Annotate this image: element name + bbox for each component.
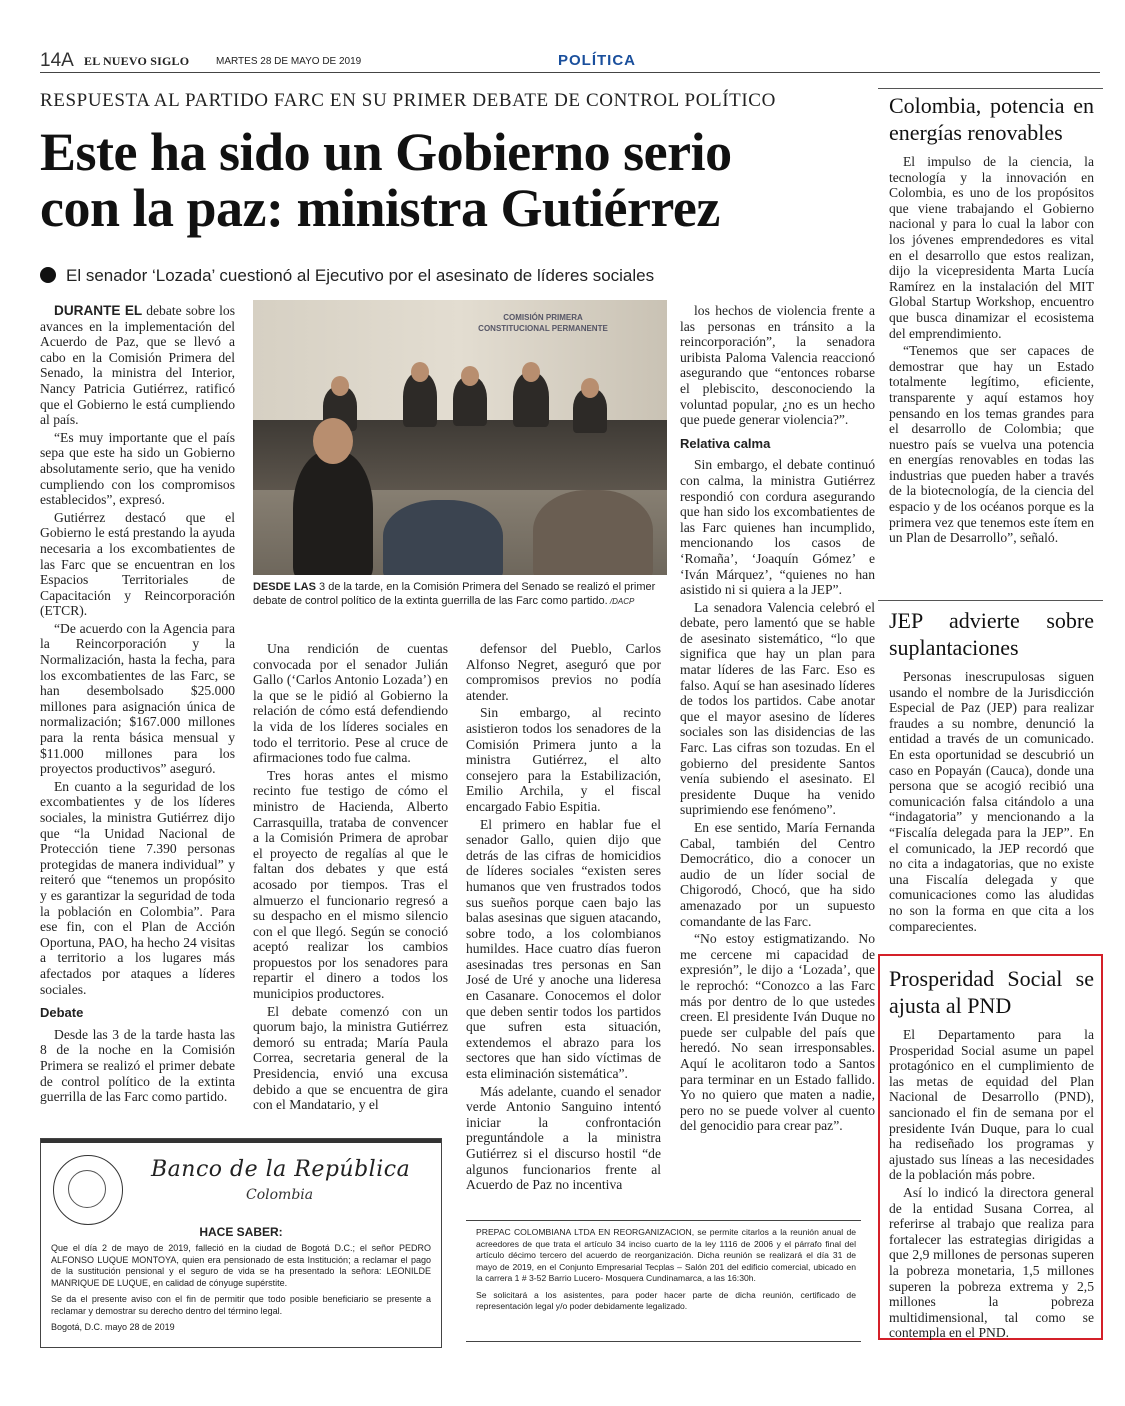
story-column-1 [40, 303, 235, 1107]
newspaper-name: EL NUEVO SIGLO [84, 54, 190, 68]
bank-seal-icon [53, 1155, 123, 1225]
page-folio [40, 50, 1100, 73]
story-column-3 [466, 641, 661, 1195]
paragraph: los hechos de violencia frente a las personas en tránsito a la reincorporación”, la senadora uribista Paloma Valencia reaccionó asegurando que “entonces robarse el plebiscito, desconociendo la voluntad popular, ¿no es un hecho que puede generar violencia?”. [680, 303, 875, 428]
person-face [522, 362, 540, 382]
paragraph: El debate comenzó con un quorum bajo, la ministra Gutiérrez demoró su entrada; María Paula Correa, secretaria general de la Presidencia, envió una excusa debido a que se encuentra de gira con el Mandatario, y el [253, 1003, 448, 1113]
paragraph: Una rendición de cuentas convocada por el senador Julián Gallo (‘Carlos Antonio Lozada’) en la que se le pidió al Gobierno la relación de cómo está defendiendo la vida de los líderes sociales en todo el territorio. Pese al cruce de afirmaciones todo fue calma. [253, 641, 448, 766]
photo-caption [253, 580, 667, 609]
story-column-2 [253, 641, 448, 1115]
paragraph: Así lo indicó la directora general de la entidad Susana Correa, al referirse al trabajo que realiza para fortalecer las estrategias dirigidas a que 2,9 millones de personas superen la pobreza monetaria, 1,5 millones superen la pobreza extrema y 2,5 millones la pobreza multidimensional, tal como se contempla en el PND. [889, 1184, 1094, 1341]
headline-line-2: con la paz: ministra Gutiérrez [40, 178, 720, 238]
page-number: 14A [40, 50, 74, 71]
caption-text: 3 de la tarde, en la Comisión Primera del Senado se realizó el primer debate de control político de la extinta guerrilla de las Farc como partido. [253, 581, 656, 607]
notice-rule [41, 1139, 441, 1143]
paragraph: Que el día 2 de mayo de 2019, falleció en la ciudad de Bogotá D.C.; el señor PEDRO ALFONSO LUQUE MONTOYA, quien era pensionado de esta Institución; a reclamar el pago de la sustitución pensional y el seguro de vida se ha presentado la señora: LEONILDE MANRIQUE DE LUQUE, en calidad de cónyuge supérstite. [51, 1243, 431, 1288]
story-kicker: RESPUESTA AL PARTIDO FARC EN SU PRIMER DEBATE DE CONTROL POLÍTICO [40, 90, 776, 111]
story-deck [40, 266, 860, 286]
paragraph: debate sobre los avances en la implementación del Acuerdo de Paz, que se llevó a cabo en la Comisión Primera del Senado, la ministra del Interior, Nancy Patricia Gutiérrez, ratificó que el Gobierno le está cumpliendo al país. [40, 303, 235, 428]
paragraph: Se solicitará a los asistentes, para poder hacer parte de dicha reunión, certificado de representación legal y/o poder debidamente legalizado. [476, 1289, 856, 1311]
deck-text: El senador ‘Lozada’ cuestionó al Ejecutivo por el asesinato de líderes sociales [66, 266, 655, 285]
person-figure [533, 490, 653, 575]
lead-in: DURANTE EL [54, 303, 143, 318]
paragraph: Más adelante, cuando el senador verde Antonio Sanguino intentó iniciar la confrontación preguntándole a la ministra Gutiérrez si el discurso hostil “de algunos funcionarios frente al Acuerdo de Paz no incentiva [466, 1083, 661, 1193]
section-label: POLÍTICA [558, 52, 636, 69]
person-figure [383, 500, 503, 575]
bullet-icon [40, 267, 56, 283]
photo-sign: COMISIÓN PRIMERA CONSTITUCIONAL PERMANENTE [478, 313, 608, 333]
paragraph: Tres horas antes el mismo recinto fue testigo de cómo el ministro de Hacienda, Alberto Carrasquilla, trataba de convencer a la Comisión Primera de aprobar el proyecto de regalías al que le faltan dos debates y que está acosado por tiempos. Tras el almuerzo el funcionario regresó a su despacho en el mismo silencio con el que llegó. Según se conoció aceptó realizar los cambios propuestos por los senadores para repartir el dinero a todos los municipios productores. [253, 767, 448, 1002]
subhead-debate: Debate [40, 1005, 84, 1021]
person-face [411, 362, 429, 382]
story-photo [253, 300, 667, 575]
paragraph: En ese sentido, María Fernanda Cabal, también del Centro Democrático, dio a conocer un audio de un líder social de Chigorodó, Chocó, que ha sido amenazado por un supuesto comandante de las Farc. [680, 820, 875, 929]
sidebar-rule [878, 88, 1103, 89]
person-figure [293, 450, 373, 575]
sidebar-rule [878, 600, 1103, 601]
legal-notice-banco [40, 1138, 442, 1348]
notice-body [476, 1227, 856, 1318]
person-face [313, 418, 353, 464]
bank-country: Colombia [246, 1187, 314, 1203]
paragraph: El primero en hablar fue el senador Gallo, quien dijo que detrás de las cifras de homicidios de líderes sociales “existen seres humanos que ven frustrados todos sus sueños porque caen bajo las balas asesinas que siguen atacando, sobre todo, a los colombianos humildes. Hace cuatro días fueron asesinadas tres personas en San José de Uré y anoche una lideresa en Casanare. Conocemos el dolor que deben sentir todos los partidos que sufren esta situación, extendemos el abrazo para los sectores que han sido víctimas de esta eliminación sistemática”. [466, 816, 661, 1082]
sidebar-story-1-title: Colombia, potencia en energías renovables [889, 93, 1094, 145]
person-face [461, 366, 479, 386]
paragraph: “Tenemos que ser capaces de demostrar que hay un Estado totalmente legítimo, eficiente, transparente y aquí estamos hoy pensando en los temas grandes para el desarrollo de Colombia; que nuestro país se vuelva una potencia en energías renovables en todas las industrias que pueden haber a través de la biotecnología, de la ciencia del espacio y de los océanos porque es la primera vez que tenemos este ítem en un Plan de Desarrollo”, señaló. [889, 343, 1094, 546]
paragraph: “De acuerdo con la Agencia para la Reincorporación y la Normalización, hasta la fecha, para los excombatientes de las Farc, se han desembolsado $25.000 millones para asignación única de normalización; $167.000 millones para la renta básica mensual y $11.000 millones para los proyectos productivos” aseguró. [40, 620, 235, 777]
notice-body [51, 1243, 431, 1339]
paragraph: Gutiérrez destacó que el Gobierno le está prestando la ayuda necesaria a los excombatientes de las Farc que se encuentran en los Espacios Territoriales de Capacitación y Reincorporación (ETCR). [40, 509, 235, 619]
issue-date: MARTES 28 DE MAYO DE 2019 [216, 56, 362, 67]
paragraph: Personas inescrupulosas siguen usando el nombre de la Jurisdicción Especial de Paz (JEP) para realizar fraudes a su nombre, denunció la entidad a través de un comunicado. En esta oportunidad se descubrió un caso en Popayán (Cauca), donde una persona que se acogió recibió una comunicación falsa citándolo a una “indagatoria” y mencionando a la “Fiscalía delegada para la JEP”. En el comunicado, la JEP recordó que no cita a indagatorias, que no existe una Fiscalía delegada y que comunicaciones como las aludidas no son la forma en que cita a los comparecientes. [889, 669, 1094, 934]
paragraph: PREPAC COLOMBIANA LTDA EN REORGANIZACION, se permite citarlos a la reunión anual de acreedores de que trata el artículo 34 inciso cuarto de la ley 1116 de 2006 y el párrafo final del artículo décimo tercero del acuerdo de reorganización. Dicha reunión se realizará el día 31 de mayo de 2019, en el Conjunto Empresarial Tecplas – Salón 201 del edificio comercial, ubicado en la carrera 1 # 3-52 Barrio Lucero- Mosquera Cundinamarca, a las 16:30h. [476, 1227, 856, 1283]
legal-notice-prepac [466, 1220, 861, 1342]
paragraph: “No estoy estigmatizando. No me cercene mi capacidad de expresión”, le dijo a ‘Lozada’, que le reprochó: “Conozco a las Farc más por dentro de lo que ustedes creen. El presidente Iván Duque no puede ser culpable del país que heredó. No sean irresponsables. Aquí le acolitaron todo a Santos para terminar en un Estado fallido. Yo no quiero que maten a nadie, pero no se puede volver al cuento del genocidio para crear paz”. [680, 931, 875, 1134]
paragraph: Se da el presente aviso con el fin de permitir que todo posible beneficiario se presente a reclamar y demostrar su derecho dentro del término legal. [51, 1294, 431, 1316]
paragraph: Sin embargo, al recinto asistieron todos los senadores de la Comisión Primera junto a la ministra Gutiérrez, el alto consejero para la Estabilización, Emilio Archila, y el fiscal encargado Fabio Espitia. [466, 705, 661, 814]
paragraph: El impulso de la ciencia, la tecnología y la innovación en Colombia, es uno de los propósitos que viene trabajando el Gobierno nacional y para lo cual la labor con los jóvenes emprendedores es vital en el desarrollo que estos realizan, dijo la vicepresidenta Marta Lucía Ramírez en la instalación del MIT Global Startup Workshop, encuentro que busca dinamizar el ecosistema del emprendimiento. [889, 154, 1094, 341]
seal-inner-ring [68, 1170, 106, 1208]
photo-credit: /DACP [607, 597, 635, 606]
story-column-4 [680, 303, 875, 1136]
story-headline [40, 124, 860, 236]
paragraph: La senadora Valencia celebró el debate, pero lamentó que se hable de asesinato sistemático, “lo que significa que hay un plan para matar líderes de las Farc. Eso es falso. Aquí se han asesinado líderes de todos los partidos. Cabe anotar que el mayor asesino de líderes sociales son las disidencias de las Farc. Las cifras son tozudas. En el gobierno del presidente Santos venía subiendo el asesinato. El presidente Duque ha venido suprimiendo ese fenómeno”. [680, 599, 875, 818]
notice-heading: HACE SABER: [199, 1225, 283, 1239]
person-face [581, 378, 599, 398]
paragraph: Sin embargo, el debate continuó con calma, la ministra Gutiérrez respondió con cordura asegurando que han sido los excombatientes de las Farc quienes han incumplido, mencionando los casos de ‘Romaña’, ‘Joaquín Gómez’ e ‘Iván Márquez’, “quienes no han asistido ni si quiera a la JEP”. [680, 457, 875, 598]
paragraph: “Es muy importante que el país sepa que este ha sido un Gobierno absolutamente serio, que ha venido cumpliendo con los compromisos establecidos”, expresó. [40, 429, 235, 508]
sidebar-story-2 [889, 607, 1094, 936]
bank-name: Banco de la República [151, 1157, 411, 1182]
subhead-relativa-calma: Relativa calma [680, 435, 771, 451]
paragraph: El Departamento para la Prosperidad Social asume un papel protagónico en el cumplimiento de las metas de equidad del Plan Nacional de Desarrollo (PND), sancionado el fin de semana por el presidente Iván Duque, para lo cual ha rediseñado los programas y ajustado sus líneas a las necesidades de la población más pobre. [889, 1027, 1094, 1183]
paragraph: Desde las 3 de la tarde hasta las 8 de la noche en la Comisión Primera se realizó el primer debate de control político de la extinta guerrilla de las Farc como partido. [40, 1026, 235, 1105]
sidebar-story-2-title: JEP advierte sobre suplantaciones [889, 608, 1094, 660]
paragraph: En cuanto a la seguridad de los excombatientes y de los líderes sociales, la ministra Gutiérrez dijo que “la Unidad Nacional de Protección tiene 7.390 personas protegidas de manera individual” y reiteró que “tenemos un propósito y es garantizar la seguridad de toda la población en Colombia”. Para ese fin, con el Plan de Acción Oportuna, PAO, ha hecho 24 visitas a territorio a los lugares más afectados por ataques a líderes sociales. [40, 778, 235, 997]
headline-line-1: Este ha sido un Gobierno serio [40, 122, 732, 182]
notice-date: Bogotá, D.C. mayo 28 de 2019 [51, 1322, 175, 1332]
sidebar-story-3 [889, 965, 1094, 1343]
paragraph: defensor del Pueblo, Carlos Alfonso Negret, aseguró que por compromisos previos no podía atender. [466, 641, 661, 703]
caption-lead: DESDE LAS [253, 581, 316, 593]
sidebar-story-1 [889, 92, 1094, 548]
sidebar-story-3-title: Prosperidad Social se ajusta al PND [889, 966, 1094, 1018]
person-face [331, 376, 349, 396]
